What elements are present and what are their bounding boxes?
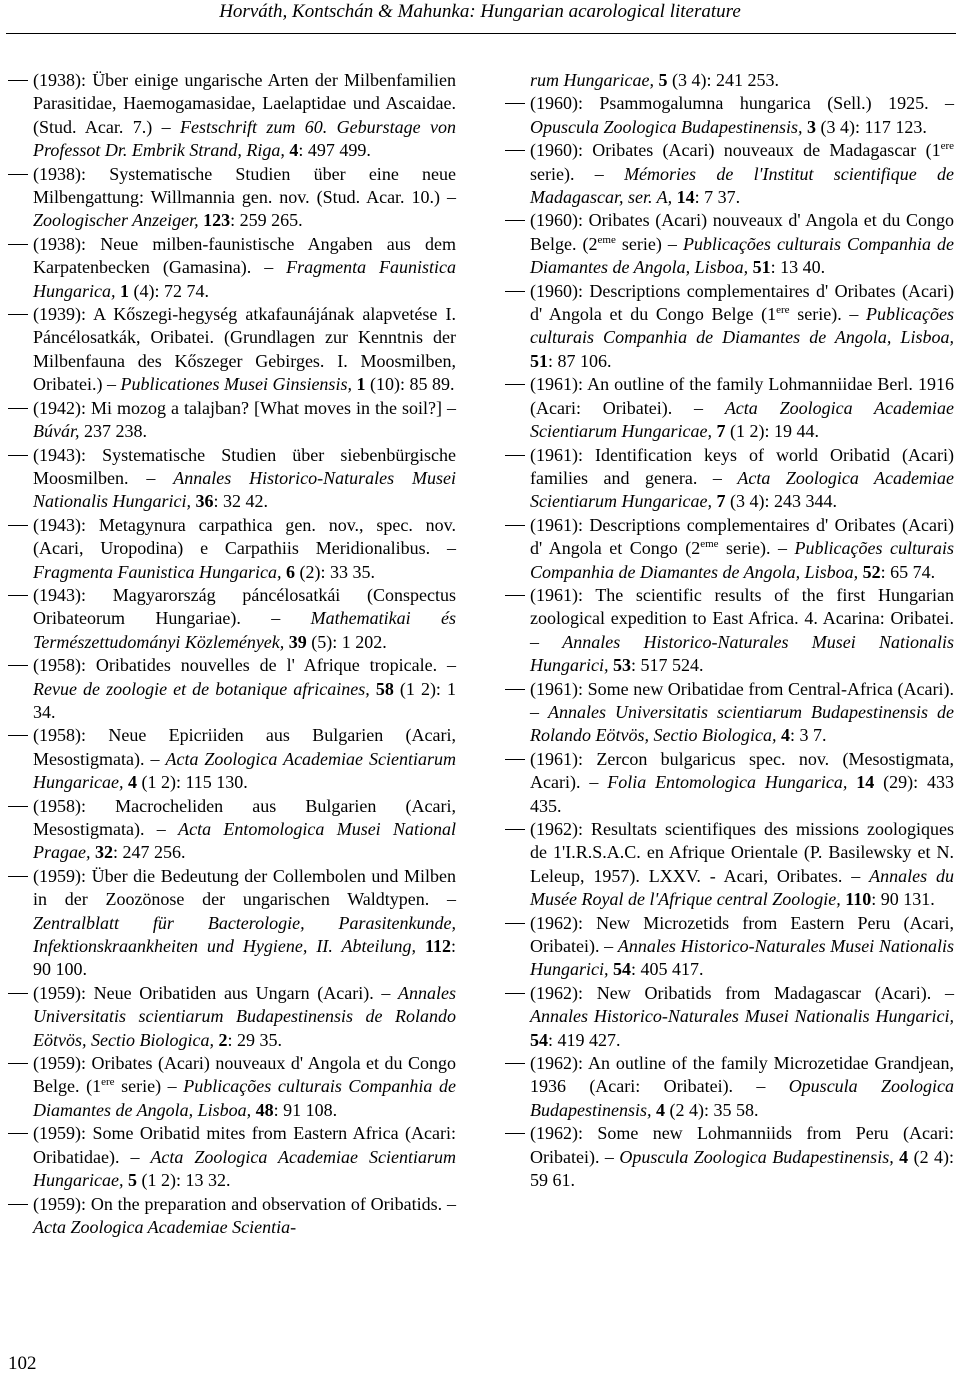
reference-volume: 7 — [716, 491, 726, 512]
author-repeat-dash — [8, 806, 28, 807]
reference-title: Psammogalumna hungarica (Sell.) 1925. — [599, 93, 929, 114]
reference-title: Macrocheliden aus Bulgarien (Acari, Mesostigmata). — [33, 795, 457, 839]
reference-superscript: ere — [776, 304, 790, 317]
reference-entry: (1939): A Kőszegi-hegység atkafaunájának alapvetése I. Páncélosatkák, Oribatei. (Grundlagen zur Kenntnis der Milbenfauna des Kőszeger Gebirges. I. Moosmilben, Oribatei.) – Publicationes Musei Ginsiensis, 1 (10): 85 89. — [8, 303, 456, 397]
reference-title: Systematische Studien über siebenbürgische Moosmilben. — [33, 444, 457, 488]
reference-journal: Acta Zoologica Academiae Scientiarum Hungaricae, — [530, 467, 955, 512]
reference-journal: Annales Historico-Naturales Musei Nationalis Hungarici, — [530, 1006, 954, 1027]
reference-pages: : 29 35. — [227, 1029, 282, 1050]
reference-year: (1962): — [530, 1123, 583, 1144]
reference-journal: Zoologischer Anzeiger, — [33, 210, 199, 231]
reference-pages: : 90 100. — [33, 936, 457, 980]
reference-year: (1942): — [33, 397, 86, 418]
reference-entry: (1961): Identification keys of world Oribatid (Acari) families and genera. – Acta Zoologica Academiae Scientiarum Hungaricae, 7 (3 4): 243 344. — [505, 444, 954, 514]
author-repeat-dash — [8, 735, 28, 736]
reference-entry: (1958): Oribatides nouvelles de l' Afrique tropicale. – Revue de zoologie et de botanique africaines, 58 (1 2): 1 34. — [8, 654, 456, 724]
author-repeat-dash — [8, 1133, 28, 1134]
reference-title: Oribates (Acari) nouveaux d' Angola et du Congo Belge. (1 — [33, 1053, 457, 1097]
reference-pages: (3 4): 117 123. — [816, 116, 927, 137]
reference-journal: Opuscula Zoologica Budapestinensis, — [619, 1146, 894, 1167]
reference-year: (1961): — [530, 584, 583, 605]
reference-pages: (1 2): 115 130. — [136, 772, 248, 793]
author-repeat-dash — [505, 103, 525, 104]
reference-journal: Annales Historico-Naturales Musei Nationalis Hungarici, — [33, 467, 456, 512]
author-repeat-dash — [505, 1063, 525, 1064]
reference-journal: Fragmenta Faunistica Hungarica, — [33, 257, 456, 301]
reference-entry: (1959): On the preparation and observation of Oribatids. – Acta Zoologica Academiae Scientia- — [8, 1193, 456, 1240]
reference-year: (1958): — [33, 795, 86, 816]
reference-volume: 14 — [676, 187, 695, 208]
reference-journal: Fragmenta Faunistica Hungarica, — [33, 561, 282, 582]
reference-title: Zercon bulgaricus spec. nov. (Mesostigmata, Acari). — [530, 748, 955, 793]
reference-year: (1961): — [530, 748, 583, 769]
reference-entry: (1962): New Microzetids from Eastern Peru (Acari, Oribatei). – Annales Historico-Naturales Musei Nationalis Hungarici, 54: 405 417. — [505, 912, 954, 982]
reference-title-end: serie). — [530, 163, 575, 184]
reference-pages: : 497 499. — [298, 140, 371, 161]
reference-year: (1959): — [33, 982, 86, 1003]
reference-title: Metagynura carpathica gen. nov., spec. nov. (Acari, Uropodina) e Carpathiis Meridionalibus. — [33, 514, 457, 559]
reference-volume: 4 — [780, 725, 790, 746]
reference-journal: Publicações culturais Companhia de Diamantes de Angola, Lisboa, — [530, 538, 954, 582]
author-repeat-dash — [8, 876, 28, 877]
reference-journal: Zentralblatt für Bacterologie, Parasitenkunde, Infektionskraankheiten und Hygiene, II. Abteilung, — [33, 912, 456, 957]
reference-pages: : 91 108. — [273, 1099, 338, 1120]
reference-pages: : 3 7. — [789, 725, 827, 746]
reference-journal: Acta Entomologica Musei National Pragae, — [33, 819, 456, 863]
reference-year: (1938): — [33, 163, 86, 184]
reference-year: (1959): — [33, 1123, 86, 1144]
reference-volume: 2 — [218, 1029, 228, 1050]
reference-journal: Annales du Musée Royal de l'Afrique central Zoologie, — [530, 865, 955, 910]
reference-title: Oribates (Acari) nouveaux de Madagascar (1 — [592, 140, 941, 161]
reference-journal: Annales Universitatis scientiarum Budapestinensis de Rolando Eötvös, Sectio Biologica, — [33, 982, 457, 1050]
reference-entry: (1938): Neue milben-faunistische Angaben aus dem Karpatenbecken (Gamasina). – Fragmenta Faunistica Hungarica, 1 (4): 72 74. — [8, 233, 456, 303]
reference-journal: Revue de zoologie et de botanique africaines, — [33, 678, 370, 699]
author-repeat-dash — [8, 1204, 28, 1205]
reference-entry: (1961): Zercon bulgaricus spec. nov. (Mesostigmata, Acari). – Folia Entomologica Hungarica, 14 (29): 433 435. — [505, 748, 954, 818]
reference-pages: (29): 433 435. — [530, 772, 955, 816]
reference-entry: (1938): Systematische Studien über eine neue Milbengattung: Willmannia gen. nov. (Stud. Acar. 10.) – Zoologischer Anzeiger, 123: 259 265. — [8, 163, 456, 233]
author-repeat-dash — [8, 1063, 28, 1064]
author-repeat-dash — [8, 408, 28, 409]
reference-title: Descriptions complementaires d' Oribates (Acari) d' Angola et du Congo Belge (1 — [530, 280, 954, 325]
reference-journal: Opuscula Zoologica Budapestinensis, — [530, 116, 803, 137]
reference-pages: : 13 40. — [770, 257, 826, 278]
reference-title: Magyarország páncélosatkái (Conspectus Oribateorum Hungariae). — [33, 584, 456, 629]
reference-entry: (1943): Magyarország páncélosatkái (Conspectus Oribateorum Hungariae). – Mathematikai és Természettudományi Közlemények, 39 (5): 1 202. — [8, 584, 456, 654]
reference-volume: 53 — [613, 655, 631, 676]
reference-year: (1962): — [530, 1053, 583, 1074]
reference-pages: : 259 265. — [230, 210, 303, 231]
reference-year: (1962): — [530, 819, 583, 839]
reference-journal: Folia Entomologica Hungarica, — [607, 772, 848, 793]
reference-journal: Acta Zoologica Academiae Scientiarum Hungaricae, — [530, 397, 955, 442]
reference-title: The scientific results of the first Hungarian zoological expedition to East Africa. 4. Acarina: Oribatei. — [530, 584, 954, 629]
reference-entry: (1960): Psammogalumna hungarica (Sell.) 1925. – Opuscula Zoologica Budapestinensis, 3 (3 4): 117 123. — [505, 92, 954, 139]
reference-title: Oribates (Acari) nouveaux d' Angola et du Congo Belge. (2 — [530, 210, 955, 254]
reference-volume: 51 — [752, 257, 771, 278]
reference-journal: rum Hungaricae, — [530, 70, 654, 90]
reference-pages: : 419 427. — [548, 1029, 621, 1050]
author-repeat-dash — [505, 595, 525, 596]
reference-title: New Microzetids from Eastern Peru (Acari, Oribatei). — [530, 912, 955, 957]
reference-title: Systematische Studien über eine neue Milbengattung: Willmannia gen. nov. (Stud. Acar. 10.) — [33, 163, 456, 208]
reference-title: Identification keys of world Oribatid (Acari) families and genera. — [530, 444, 955, 488]
reference-volume: 6 — [285, 561, 295, 582]
author-repeat-dash — [505, 1133, 525, 1134]
author-repeat-dash — [8, 244, 28, 245]
reference-year: (1960): — [530, 140, 583, 161]
reference-year: (1961): — [530, 678, 583, 699]
reference-pages: (3 4): 243 344. — [725, 491, 837, 512]
reference-volume: 58 — [375, 678, 394, 699]
reference-volume: 14 — [856, 772, 875, 793]
reference-year: (1943): — [33, 444, 86, 465]
reference-year: (1961): — [530, 444, 583, 465]
reference-volume: 112 — [424, 936, 451, 957]
reference-pages: (5): 1 202. — [306, 631, 387, 652]
left-column — [8, 69, 456, 1239]
reference-pages: (3 4): 241 253. — [667, 70, 779, 90]
reference-journal: Publicationes Musei Ginsiensis, — [120, 374, 352, 395]
author-repeat-dash — [8, 525, 28, 526]
reference-year: (1938): — [33, 233, 86, 254]
reference-volume: 1 — [356, 374, 366, 395]
reference-title-end: serie). — [789, 304, 842, 325]
header-rule — [6, 33, 956, 34]
reference-pages: (10): 85 89. — [365, 374, 455, 395]
author-repeat-dash — [505, 993, 525, 994]
reference-volume: 4 — [899, 1146, 909, 1167]
reference-volume: 54 — [613, 959, 631, 980]
author-repeat-dash — [505, 689, 525, 690]
reference-superscript: eme — [700, 538, 719, 551]
reference-pages: (2 4): 35 58. — [665, 1099, 759, 1120]
reference-journal: Acta Zoologica Academiae Scientia- — [33, 1216, 297, 1237]
author-repeat-dash — [505, 291, 525, 292]
reference-title: Some new Lohmanniids from Peru (Acari: Oribatei). — [530, 1123, 954, 1167]
reference-title: Mi mozog a talajban? [What moves in the soil?] — [91, 397, 442, 418]
reference-entry: (1943): Metagynura carpathica gen. nov., spec. nov. (Acari, Uropodina) e Carpathiis Meridionalibus. – Fragmenta Faunistica Hungarica, 6 (2): 33 35. — [8, 514, 456, 584]
reference-entry: (1959): Über die Bedeutung der Collembolen und Milben in der Zoozönose der ungarischen Waldtypen. – Zentralblatt für Bacterologie, Parasitenkunde, Infektionskraankheiten und Hygiene, II. Abteilung, 112: 90 100. — [8, 865, 456, 982]
reference-title: New Oribatids from Madagascar (Acari). — [596, 982, 932, 1003]
author-repeat-dash — [505, 759, 525, 760]
reference-journal: Mathematikai és Természettudományi Közlemények, — [33, 608, 456, 652]
reference-pages: (1 2): 13 32. — [136, 1170, 231, 1191]
reference-volume: 5 — [127, 1170, 137, 1191]
reference-entry: (1960): Oribates (Acari) nouveaux d' Angola et du Congo Belge. (2eme serie) – Publicações culturais Companhia de Diamantes de Angola, Lisboa, 51: 13 40. — [505, 209, 954, 279]
reference-year: (1943): — [33, 514, 86, 535]
reference-entry: (1961): The scientific results of the first Hungarian zoological expedition to East Africa. 4. Acarina: Oribatei. – Annales Historico-Naturales Musei Nationalis Hungarici, 53: 517 524. — [505, 584, 954, 678]
reference-year: (1960): — [530, 280, 583, 301]
reference-volume: 51 — [530, 350, 548, 371]
reference-volume: 4 — [289, 140, 299, 161]
reference-continuation — [505, 69, 954, 92]
right-column — [505, 69, 954, 1193]
reference-pages: 237 238. — [79, 421, 147, 442]
author-repeat-dash — [505, 220, 525, 221]
reference-pages: (2): 33 35. — [294, 561, 375, 582]
reference-title: Oribatides nouvelles de l' Afrique tropicale. — [95, 655, 438, 676]
reference-pages: : 517 524. — [631, 655, 704, 676]
reference-entry: (1962): Resultats scientifiques des missions zoologiques de 1'I.R.S.A.C. en Afrique Orientale (P. Basilewsky et N. Leleup, 1957). LXXV. - Acari, Oribates. – Annales du Musée Royal de l'Afrique central Zoologie, 110: 90 131. — [505, 818, 954, 912]
reference-volume: 4 — [656, 1099, 665, 1120]
reference-volume: 4 — [127, 772, 137, 793]
reference-volume: 39 — [288, 631, 307, 652]
reference-pages: (4): 72 74. — [129, 280, 209, 301]
author-repeat-dash — [8, 80, 28, 81]
right-entries — [505, 92, 954, 1192]
reference-entry: (1943): Systematische Studien über siebenbürgische Moosmilben. – Annales Historico-Naturales Musei Nationalis Hungarici, 36: 32 42. — [8, 444, 456, 514]
author-repeat-dash — [505, 384, 525, 385]
reference-year: (1959): — [33, 1053, 86, 1074]
reference-year: (1939): — [33, 304, 86, 325]
reference-journal: Publicações culturais Companhia de Diamantes de Angola, Lisboa, — [530, 304, 955, 348]
reference-title-end: serie). — [718, 538, 771, 559]
reference-title: Descriptions complementaires d' Oribates (Acari) d' Angola et Congo (2 — [530, 514, 954, 559]
reference-superscript: ere — [101, 1076, 115, 1089]
reference-year: (1960): — [530, 93, 583, 114]
reference-pages: : 32 42. — [213, 491, 269, 512]
reference-entry: (1958): Macrocheliden aus Bulgarien (Acari, Mesostigmata). – Acta Entomologica Musei National Pragae, 32: 247 256. — [8, 795, 456, 865]
reference-title: An outline of the family Lohmanniidae Berl. 1916 (Acari: Oribatei). — [530, 374, 954, 418]
author-repeat-dash — [505, 923, 525, 924]
reference-entry: (1959): Some Oribatid mites from Eastern Africa (Acari: Oribatidae). – Acta Zoologica Academiae Scientiarum Hungaricae, 5 (1 2): 13 32. — [8, 1122, 456, 1192]
reference-year: (1961): — [530, 514, 583, 535]
reference-volume: 110 — [845, 889, 872, 910]
reference-entry: (1959): Neue Oribatiden aus Ungarn (Acari). – Annales Universitatis scientiarum Budapestinensis de Rolando Eötvös, Sectio Biologica, 2: 29 35. — [8, 982, 456, 1052]
author-repeat-dash — [8, 595, 28, 596]
reference-entry: (1959): Oribates (Acari) nouveaux d' Angola et du Congo Belge. (1ere serie) – Publicações culturais Companhia de Diamantes de Angola, Lisboa, 48: 91 108. — [8, 1052, 456, 1122]
reference-volume: 1 — [120, 280, 129, 301]
reference-title: A Kőszegi-hegység atkafaunájának alapvetése I. Páncélosatkák, Oribatei. (Grundlagen zur Kenntnis der Milbenfauna des Kőszeger Gebirges. I. Moosmilben, Oribatei.) — [33, 304, 456, 395]
author-repeat-dash — [8, 455, 28, 456]
reference-volume: 48 — [255, 1099, 274, 1120]
reference-journal: Búvár, — [33, 421, 80, 442]
author-repeat-dash — [505, 829, 525, 830]
reference-journal: Festschrift zum 60. Geburstage von Professot Dr. Embrik Strand, Riga, — [33, 116, 456, 161]
reference-volume: 3 — [807, 116, 816, 137]
reference-title: Über die Bedeutung der Collembolen und Milben in der Zoozönose der ungarischen Waldtypen. — [33, 865, 457, 910]
reference-journal: Acta Zoologica Academiae Scientiarum Hungaricae, — [33, 1146, 456, 1191]
reference-pages: (1 2): 1 34. — [33, 678, 456, 722]
reference-title: An outline of the family Microzetidae Grandjean, 1936 (Acari: Oribatei). — [530, 1053, 954, 1097]
reference-title: Neue Oribatiden aus Ungarn (Acari). — [93, 982, 374, 1003]
reference-title: Some new Oribatidae from Central-Africa (Acari). — [587, 678, 954, 699]
reference-year: (1958): — [33, 655, 86, 676]
reference-volume: 5 — [658, 70, 668, 90]
reference-entry: (1962): Some new Lohmanniids from Peru (Acari: Oribatei). – Opuscula Zoologica Budapestinensis, 4 (2 4): 59 61. — [505, 1122, 954, 1192]
reference-pages: : 90 131. — [871, 889, 935, 910]
reference-title: Über einige ungarische Arten der Milbenfamilien Parasitidae, Haemogamasidae, Laelaptidae und Ascaidae. (Stud. Acar. 7.) — [33, 70, 456, 137]
reference-journal: Annales Universitatis scientiarum Budapestinensis de Rolando Eötvös, Sectio Biologica, — [530, 701, 954, 746]
reference-volume: 32 — [95, 842, 113, 863]
reference-journal: Opuscula Zoologica Budapestinensis, — [530, 1076, 954, 1120]
reference-year: (1962): — [530, 982, 583, 1003]
reference-year: (1959): — [33, 865, 86, 886]
reference-superscript: ere — [940, 140, 955, 153]
reference-entry: (1962): An outline of the family Microzetidae Grandjean, 1936 (Acari: Oribatei). – Opuscula Zoologica Budapestinensis, 4 (2 4): 35 58. — [505, 1052, 954, 1122]
reference-entry: (1961): Descriptions complementaires d' Oribates (Acari) d' Angola et Congo (2eme serie). – Publicações culturais Companhia de Diamantes de Angola, Lisboa, 52: 65 74. — [505, 514, 954, 584]
running-head: Horváth, Kontschán & Mahunka: Hungarian acarological literature — [219, 1, 741, 22]
reference-volume: 54 — [530, 1029, 548, 1050]
reference-entry: (1961): An outline of the family Lohmanniidae Berl. 1916 (Acari: Oribatei). – Acta Zoologica Academiae Scientiarum Hungaricae, 7 (1 2): 19 44. — [505, 373, 954, 443]
reference-journal: Mémories de l'Institut scientifique de Madagascar, ser. A, — [530, 163, 955, 208]
reference-title: Neue Epicriiden aus Bulgarien (Acari, Mesostigmata). — [33, 725, 457, 769]
reference-entry: (1942): Mi mozog a talajban? [What moves in the soil?] – Búvár, 237 238. — [8, 397, 456, 444]
author-repeat-dash — [505, 150, 525, 151]
reference-volume: 7 — [716, 421, 726, 442]
reference-pages: : 65 74. — [880, 561, 936, 582]
reference-year: (1961): — [530, 374, 583, 395]
reference-entry: (1960): Oribates (Acari) nouveaux de Madagascar (1ere serie). – Mémories de l'Institut scientifique de Madagascar, ser. A, 14: 7 37. — [505, 139, 954, 209]
reference-year: (1958): — [33, 725, 86, 746]
reference-pages: (1 2): 19 44. — [725, 421, 819, 442]
reference-volume: 52 — [862, 561, 881, 582]
reference-journal: Annales Historico-Naturales Musei Nationalis Hungarici, — [530, 936, 955, 980]
reference-superscript: eme — [597, 233, 616, 246]
reference-year: (1962): — [530, 912, 583, 933]
reference-entry: (1961): Some new Oribatidae from Central-Africa (Acari). – Annales Universitatis scientiarum Budapestinensis de Rolando Eötvös, Sectio Biologica, 4: 3 7. — [505, 678, 954, 748]
reference-title-end: serie) — [615, 233, 662, 254]
reference-title: Some Oribatid mites from Eastern Africa (Acari: Oribatidae). — [33, 1123, 457, 1167]
reference-entry: (1960): Descriptions complementaires d' Oribates (Acari) d' Angola et du Congo Belge (1ere serie). – Publicações culturais Companhia de Diamantes de Angola, Lisboa, 51: 87 106. — [505, 280, 954, 374]
reference-journal: Annales Historico-Naturales Musei Nationalis Hungarici, — [530, 631, 954, 676]
reference-journal: Publicações culturais Companhia de Diamantes de Angola, Lisboa, — [530, 233, 955, 278]
author-repeat-dash — [8, 993, 28, 994]
reference-journal: Publicações culturais Companhia de Diamantes de Angola, Lisboa, — [33, 1076, 457, 1120]
page-number: 102 — [8, 1353, 37, 1374]
reference-title: Neue milben-faunistische Angaben aus dem Karpatenbecken (Gamasina). — [33, 233, 456, 278]
reference-volume: 123 — [203, 210, 231, 231]
author-repeat-dash — [8, 665, 28, 666]
reference-year: (1959): — [33, 1193, 86, 1214]
reference-year: (1943): — [33, 584, 86, 605]
reference-year: (1960): — [530, 210, 583, 231]
reference-pages: : 7 37. — [694, 187, 741, 208]
reference-year: (1938): — [33, 70, 86, 90]
reference-pages: (2 4): 59 61. — [530, 1146, 954, 1191]
reference-volume: 36 — [195, 491, 214, 512]
reference-pages: : 405 417. — [631, 959, 704, 980]
reference-pages: : 247 256. — [113, 842, 186, 863]
reference-title: Resultats scientifiques des missions zoologiques de 1'I.R.S.A.C. en Afrique Orientale (P. Basilewsky et N. Leleup, 1957). LXXV. - Acari, Oribates. — [530, 819, 954, 886]
reference-entry: (1938): Über einige ungarische Arten der Milbenfamilien Parasitidae, Haemogamasidae, Laelaptidae und Ascaidae. (Stud. Acar. 7.) – Festschrift zum 60. Geburstage von Professot Dr. Embrik Strand, Riga, 4: 497 499. — [8, 69, 456, 163]
reference-journal: Acta Zoologica Academiae Scientiarum Hungaricae, — [33, 748, 456, 793]
reference-title-end: serie) — [114, 1076, 162, 1097]
reference-entry: (1962): New Oribatids from Madagascar (Acari). – Annales Historico-Naturales Musei Nationalis Hungarici, 54: 419 427. — [505, 982, 954, 1052]
author-repeat-dash — [8, 174, 28, 175]
author-repeat-dash — [8, 314, 28, 315]
author-repeat-dash — [505, 455, 525, 456]
author-repeat-dash — [505, 525, 525, 526]
reference-title: On the preparation and observation of Oribatids. — [90, 1193, 443, 1214]
reference-entry: (1958): Neue Epicriiden aus Bulgarien (Acari, Mesostigmata). – Acta Zoologica Academiae Scientiarum Hungaricae, 4 (1 2): 115 130. — [8, 724, 456, 794]
reference-pages: : 87 106. — [548, 350, 612, 371]
